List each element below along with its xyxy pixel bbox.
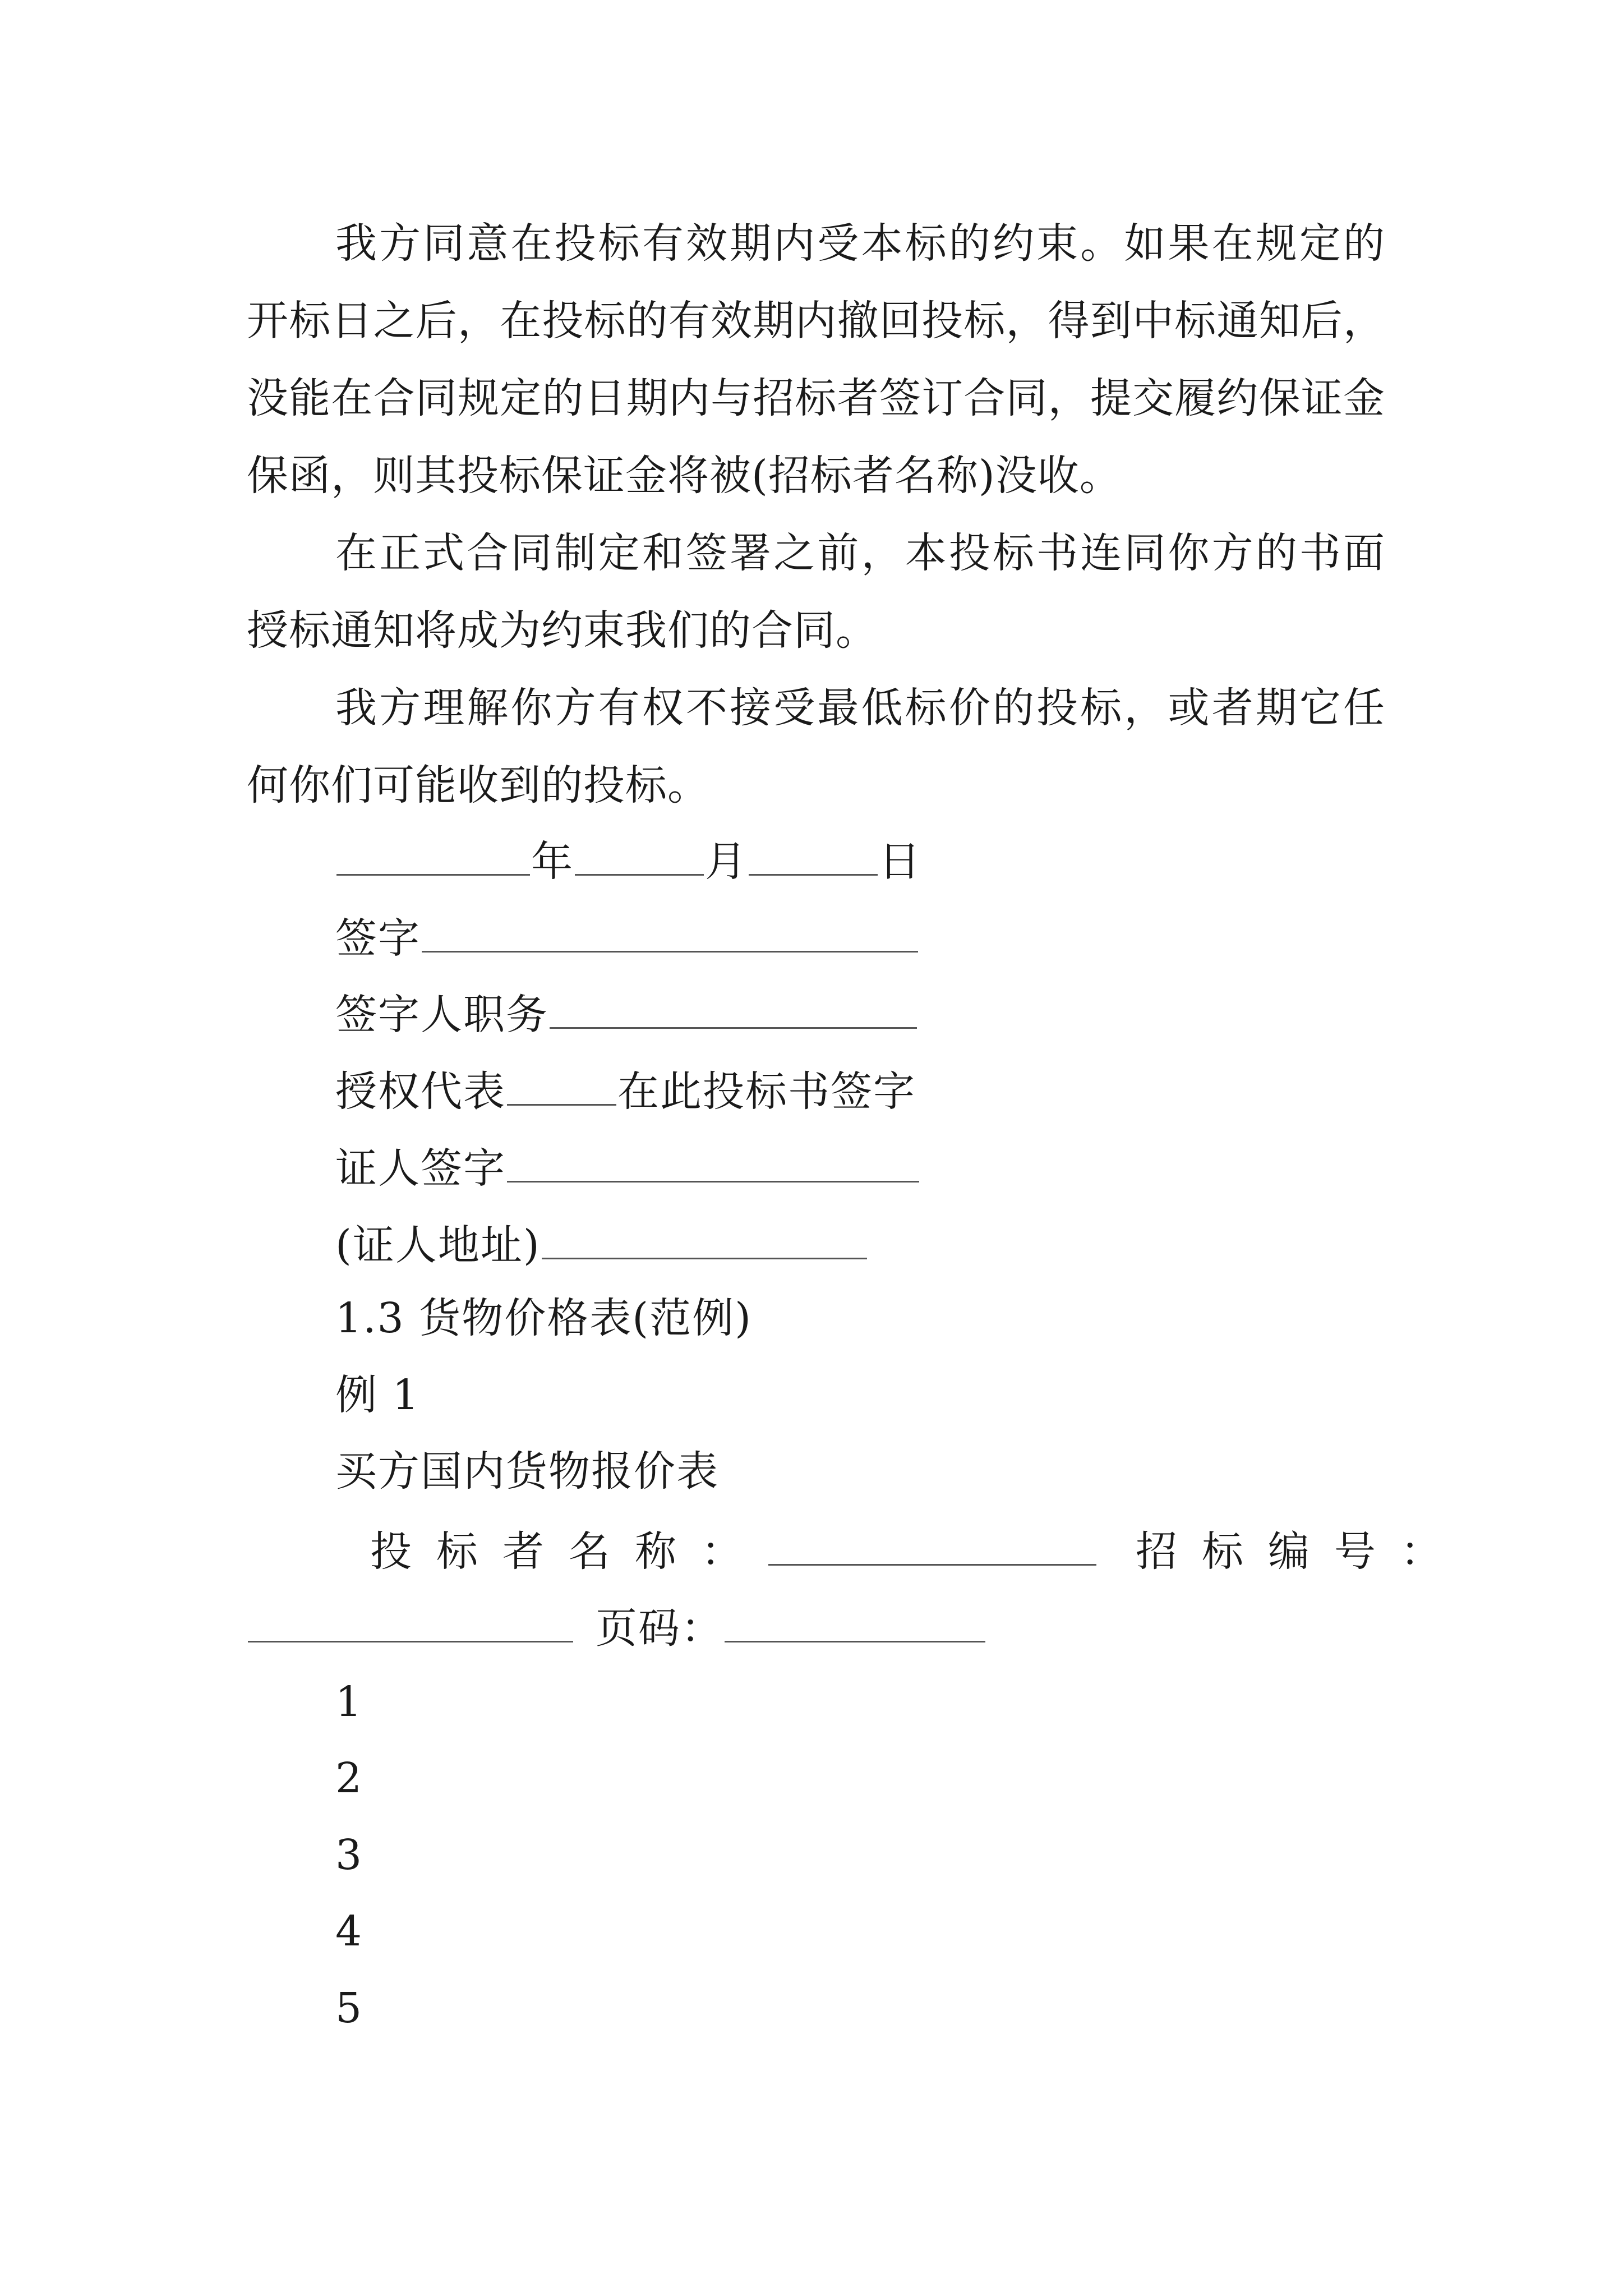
signer-title-label: 签字人职务 — [335, 991, 548, 1039]
section-title: 1.3 货物价格表(范例) — [335, 1294, 752, 1342]
month-blank[interactable] — [575, 830, 704, 876]
signature-line — [335, 907, 919, 967]
witness-address-blank[interactable] — [542, 1214, 867, 1259]
witness-sign-label: 证人签字 — [335, 1144, 506, 1193]
example-label: 例 1 — [335, 1371, 420, 1419]
row-number-5: 5 — [335, 1984, 362, 2032]
bidder-name-blank[interactable] — [768, 1520, 1096, 1566]
paragraph-contract-formation: 在正式合同制定和签署之前，本投标书连同你方的书面授标通知将成为约束我们的合同。 — [247, 529, 1385, 655]
month-label: 月 — [705, 838, 748, 886]
authorized-rep-blank[interactable] — [507, 1060, 616, 1106]
authorized-rep-suffix: 在此投标书签字 — [617, 1068, 916, 1116]
bidder-info-line — [370, 1520, 1467, 1580]
date-line — [335, 830, 921, 890]
day-blank[interactable] — [749, 830, 878, 876]
year-blank[interactable] — [336, 830, 530, 876]
table-title: 买方国内货物报价表 — [335, 1447, 719, 1496]
paragraph-lowest-bid: 我方理解你方有权不接受最低标价的投标，或者期它任何你们可能收到的投标。 — [247, 684, 1385, 809]
row-number-4: 4 — [335, 1907, 362, 1955]
day-label: 日 — [879, 838, 921, 886]
row-number-1: 1 — [335, 1678, 362, 1726]
page-number-blank[interactable] — [725, 1597, 985, 1642]
bid-number-label: 招标编号： — [1136, 1527, 1467, 1576]
witness-sign-blank[interactable] — [507, 1137, 919, 1182]
authorized-rep-line — [335, 1060, 916, 1120]
bidder-name-label: 投标者名称： — [370, 1527, 767, 1576]
paragraph-validity-commitment: 我方同意在投标有效期内受本标的约束。如果在规定的开标日之后，在投标的有效期内撤回投标，得到中标通知后，没能在合同规定的日期内与招标者签订合同，提交履约保证金保函，则其投标保证金将被(招标者名称)没收。 — [247, 219, 1385, 500]
page-number-line — [247, 1597, 986, 1657]
signer-title-line — [335, 983, 918, 1043]
witness-sign-line — [335, 1137, 920, 1197]
authorized-rep-label: 授权代表 — [335, 1068, 506, 1116]
witness-address-line — [335, 1214, 868, 1273]
signature-blank[interactable] — [422, 907, 918, 953]
signer-title-blank[interactable] — [550, 983, 917, 1029]
witness-address-label: (证人地址) — [335, 1221, 541, 1269]
page-label: 页码： — [596, 1604, 723, 1653]
year-label: 年 — [531, 838, 574, 886]
row-number-3: 3 — [335, 1831, 362, 1879]
bid-number-blank[interactable] — [248, 1597, 573, 1642]
row-number-2: 2 — [335, 1754, 362, 1802]
signature-label: 签字 — [335, 914, 421, 963]
